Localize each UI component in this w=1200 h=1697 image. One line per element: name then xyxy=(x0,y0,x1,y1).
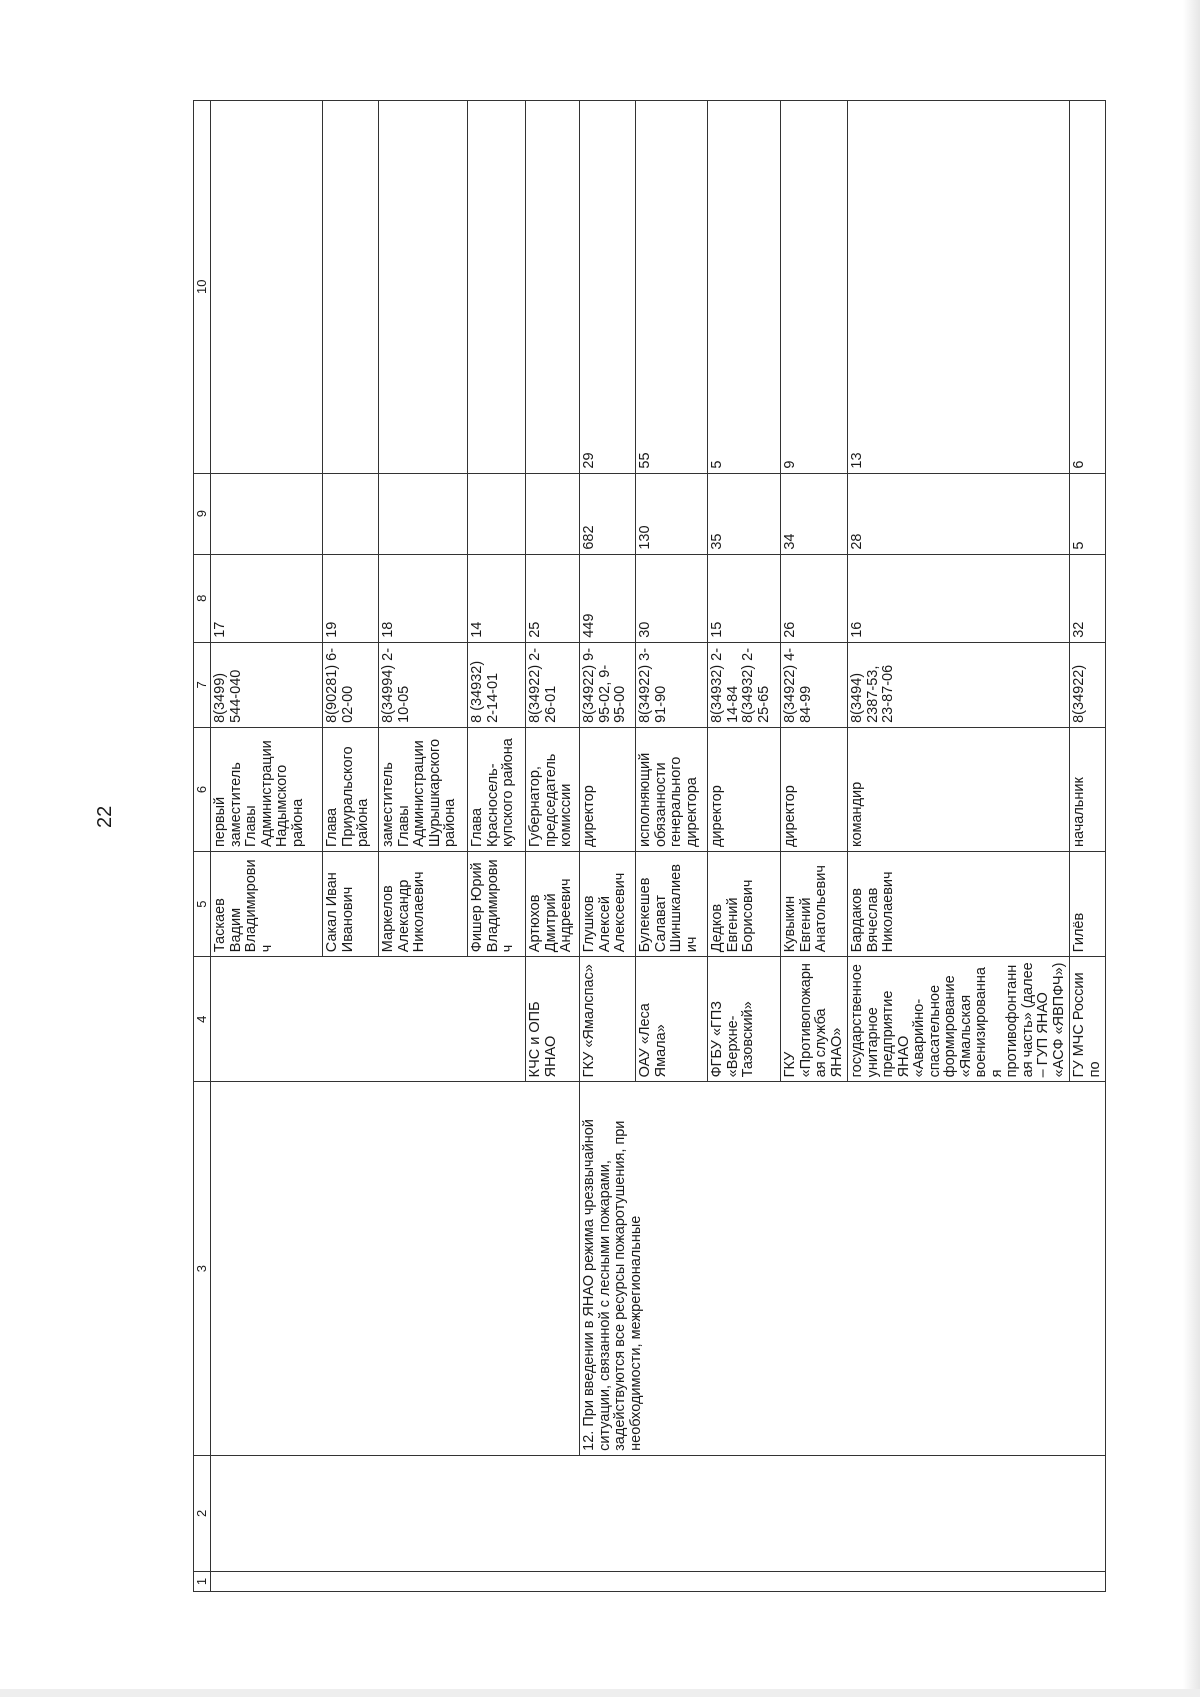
cell-c8: 18 xyxy=(379,554,468,642)
cell-name: Сакал Иван Иванович xyxy=(323,852,379,957)
cell-c10: 6 xyxy=(1070,101,1106,474)
cell-org: ГУ МЧС России по xyxy=(1070,957,1106,1082)
cell-org: государственное унитарное предприятие ЯНАО «Аварийно-спасательное формирование «Ямальская военизированная противофонтанная часть» (далее – ГУП ЯНАО «АСФ «ЯВПФЧ») xyxy=(848,957,1070,1082)
cell-position: первый заместитель Главы Администрации Надымского района xyxy=(211,727,323,851)
cell-c9: 35 xyxy=(708,473,781,554)
cell-c9: 34 xyxy=(781,473,848,554)
cell-c8: 17 xyxy=(211,554,323,642)
cell-name: Гилёв xyxy=(1070,852,1106,957)
table-row xyxy=(211,101,323,1592)
rotated-table-container xyxy=(193,100,1118,1592)
cell-position: исполняющий обязанности генерального директора xyxy=(636,727,708,851)
cell-name: Булекешев Салават Шиншкалиевич xyxy=(636,852,708,957)
cell-position: директор xyxy=(580,727,636,851)
cell-position: Губернатор, председатель комиссии xyxy=(526,727,580,851)
cell-phone: 8(90281) 6-02-00 xyxy=(323,642,379,727)
header-cell: 5 xyxy=(194,852,211,957)
cell-col1 xyxy=(211,1571,1106,1591)
cell-c9 xyxy=(468,473,526,554)
cell-c8: 14 xyxy=(468,554,526,642)
cell-org: ОАУ «Леса Ямала» xyxy=(636,957,708,1082)
cell-c8: 449 xyxy=(580,554,636,642)
cell-c10: 9 xyxy=(781,101,848,474)
cell-c8: 26 xyxy=(781,554,848,642)
cell-c9: 5 xyxy=(1070,473,1106,554)
section-12-cell: 12. При введении в ЯНАО режима чрезвычайной ситуации, связанной с лесными пожарами, задействуются все ресурсы пожаротушения, при необходимости, межрегиональные xyxy=(580,1082,1106,1456)
cell-name: Глушков Алексей Алексеевич xyxy=(580,852,636,957)
cell-phone: 8(34922) 3-91-90 xyxy=(636,642,708,727)
header-cell: 3 xyxy=(194,1082,211,1456)
cell-phone: 8(34932) 2-14-84 8(34932) 2-25-65 xyxy=(708,642,781,727)
scan-bottom-edge xyxy=(0,1689,1200,1697)
cell-org: ГКУ «Противопожарная служба ЯНАО» xyxy=(781,957,848,1082)
cell-position: директор xyxy=(708,727,781,851)
cell-phone: 8(34922) 4-84-99 xyxy=(781,642,848,727)
header-cell: 9 xyxy=(194,473,211,554)
cell-c8: 25 xyxy=(526,554,580,642)
scan-right-edge xyxy=(1183,0,1200,1697)
cell-c10: 55 xyxy=(636,101,708,474)
header-row xyxy=(194,101,211,1592)
header-cell: 6 xyxy=(194,727,211,851)
cell-c9: 682 xyxy=(580,473,636,554)
cell-name: Фишер Юрий Владимирович xyxy=(468,852,526,957)
cell-position: Глава Приуральского района xyxy=(323,727,379,851)
header-cell: 2 xyxy=(194,1455,211,1571)
cell-phone: 8(34922) 2-26-01 xyxy=(526,642,580,727)
cell-phone: 8(34922) xyxy=(1070,642,1106,727)
cell-position: командир xyxy=(848,727,1070,851)
cell-c8: 19 xyxy=(323,554,379,642)
header-cell: 7 xyxy=(194,642,211,727)
cell-position: заместитель Главы Администрации Шурышкарского района xyxy=(379,727,468,851)
cell-c10: 5 xyxy=(708,101,781,474)
cell-c10 xyxy=(211,101,323,474)
cell-col3 xyxy=(211,1082,580,1456)
cell-name: Дедков Евгений Борисович xyxy=(708,852,781,957)
cell-c9 xyxy=(526,473,580,554)
cell-c10 xyxy=(323,101,379,474)
cell-phone: 8 (34932) 2-14-01 xyxy=(468,642,526,727)
cell-c10: 29 xyxy=(580,101,636,474)
cell-name: Кувыкин Евгений Анатольевич xyxy=(781,852,848,957)
table-row xyxy=(580,101,636,1592)
cell-c8: 30 xyxy=(636,554,708,642)
cell-c10 xyxy=(526,101,580,474)
cell-c10: 13 xyxy=(848,101,1070,474)
cell-c9: 130 xyxy=(636,473,708,554)
cell-c8: 15 xyxy=(708,554,781,642)
cell-c9 xyxy=(379,473,468,554)
header-cell: 4 xyxy=(194,957,211,1082)
cell-phone: 8(3499) 544-040 xyxy=(211,642,323,727)
resources-table xyxy=(193,100,1106,1592)
cell-c8: 16 xyxy=(848,554,1070,642)
cell-c9 xyxy=(211,473,323,554)
cell-org: КЧС и ОПБ ЯНАО xyxy=(526,957,580,1082)
cell-phone: 8(3494) 2387-53, 23-87-06 xyxy=(848,642,1070,727)
cell-name: Маркелов Александр Николаевич xyxy=(379,852,468,957)
cell-phone: 8(34922) 9-95-02, 9-95-00 xyxy=(580,642,636,727)
header-cell: 10 xyxy=(194,101,211,474)
cell-c9: 28 xyxy=(848,473,1070,554)
cell-org xyxy=(211,957,526,1082)
cell-c9 xyxy=(323,473,379,554)
header-cell: 8 xyxy=(194,554,211,642)
cell-org: ГКУ «Ямалспас» xyxy=(580,957,636,1082)
cell-org: ФГБУ «ГПЗ «Верхне-Тазовский» xyxy=(708,957,781,1082)
header-cell: 1 xyxy=(194,1571,211,1591)
cell-name: Бардаков Вячеслав Николаевич xyxy=(848,852,1070,957)
cell-name: Таскаев Вадим Владимирович xyxy=(211,852,323,957)
cell-name: Артюхов Дмитрий Андреевич xyxy=(526,852,580,957)
cell-c8: 32 xyxy=(1070,554,1106,642)
page-number: 22 xyxy=(94,805,116,828)
cell-position: директор xyxy=(781,727,848,851)
cell-c10 xyxy=(468,101,526,474)
cell-c10 xyxy=(379,101,468,474)
cell-phone: 8(34994) 2-10-05 xyxy=(379,642,468,727)
cell-col2 xyxy=(211,1455,1106,1571)
cell-position: Глава Красносель-купского района xyxy=(468,727,526,851)
cell-position: начальник xyxy=(1070,727,1106,851)
